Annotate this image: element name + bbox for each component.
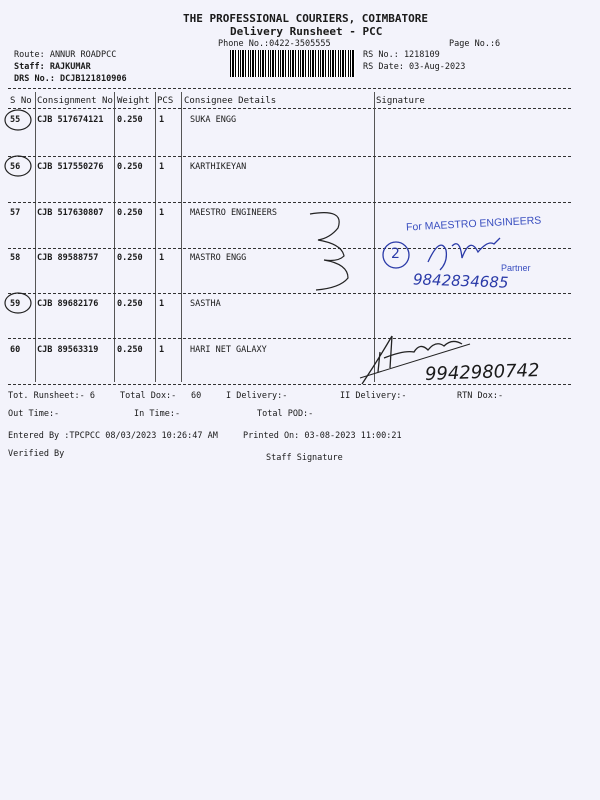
rtn-dox: RTN Dox:-: [457, 391, 504, 401]
circle-mark: [5, 110, 31, 130]
row-consignee: KARTHIKEYAN: [190, 162, 247, 172]
tot-runsheet: Tot. Runsheet:- 6: [8, 391, 95, 401]
row-consignment: CJB 89682176: [37, 299, 99, 309]
route: Route: ANNUR ROADPCC: [14, 50, 117, 60]
col-sno: S No: [10, 96, 32, 106]
phone-number: Phone No.:0422-3505555: [218, 39, 331, 49]
col-consignee: Consignee Details: [184, 96, 277, 106]
row-sno: 55: [10, 115, 21, 125]
row-consignee: HARI NET GALAXY: [190, 345, 267, 355]
row-pcs: 1: [159, 115, 165, 125]
row-weight: 0.250: [117, 345, 143, 355]
stamp-role: Partner: [501, 263, 531, 273]
runsheet-subtitle: Delivery Runsheet - PCC: [230, 25, 383, 38]
row-pcs: 1: [159, 162, 165, 172]
col-signature: Signature: [376, 96, 425, 106]
row-sno: 60: [10, 345, 21, 355]
col-consignment: Consignment No: [37, 96, 113, 106]
total-pod: Total POD:-: [257, 409, 314, 419]
col-weight: Weight: [117, 96, 150, 106]
row-sno: 56: [10, 162, 21, 172]
total-dox-label: Total Dox:-: [120, 391, 177, 401]
page-number: Page No.:6: [449, 39, 501, 49]
printed-on: Printed On: 03-08-2023 11:00:21: [243, 431, 402, 441]
entered-by: Entered By :TPCPCC 08/03/2023 10:26:47 AM: [8, 431, 218, 441]
row-consignee: MASTRO ENGG: [190, 253, 247, 263]
rs-date: RS Date: 03-Aug-2023: [363, 62, 466, 72]
row-sno: 57: [10, 208, 21, 218]
row-consignment: CJB 517550276: [37, 162, 104, 172]
col-pcs: PCS: [157, 96, 174, 106]
verified-by: Verified By: [8, 449, 65, 459]
row-pcs: 1: [159, 345, 165, 355]
stamp-company: For MAESTRO ENGINEERS: [405, 214, 542, 234]
row-consignee: SASTHA: [190, 299, 221, 309]
circle-mark: [5, 156, 31, 176]
bracket-mark: [310, 213, 348, 290]
staff: Staff: RAJKUMAR: [14, 62, 91, 72]
in-time: In Time:-: [134, 409, 181, 419]
company-title: THE PROFESSIONAL COURIERS, COIMBATORE: [183, 12, 429, 25]
handwritten-phone: 9942980742: [424, 360, 540, 385]
row-weight: 0.250: [117, 162, 143, 172]
i-delivery: I Delivery:-: [226, 391, 288, 401]
out-time: Out Time:-: [8, 409, 60, 419]
row-weight: 0.250: [117, 115, 143, 125]
row-consignment: CJB 89588757: [37, 253, 99, 263]
row-pcs: 1: [159, 253, 165, 263]
row-pcs: 1: [159, 299, 165, 309]
row-weight: 0.250: [117, 208, 143, 218]
staff-signature: Staff Signature: [266, 453, 343, 463]
row-weight: 0.250: [117, 253, 143, 263]
row-sno: 58: [10, 253, 21, 263]
rs-number: RS No.: 1218109: [363, 50, 440, 60]
drs-number: DRS No.: DCJB121810906: [14, 74, 127, 84]
circled-number: 2: [391, 246, 400, 262]
row-weight: 0.250: [117, 299, 143, 309]
row-consignment: CJB 89563319: [37, 345, 99, 355]
row-pcs: 1: [159, 208, 165, 218]
ii-delivery: II Delivery:-: [340, 391, 407, 401]
handwritten-phone: 9842834685: [412, 270, 509, 292]
row-consignment: CJB 517630807: [37, 208, 104, 218]
row-consignee: SUKA ENGG: [190, 115, 237, 125]
row-sno: 59: [10, 299, 21, 309]
signature-mark: [428, 238, 500, 270]
row-consignee: MAESTRO ENGINEERS: [190, 208, 277, 218]
circle-mark: [5, 293, 31, 313]
total-dox-value: 60: [191, 391, 202, 401]
row-consignment: CJB 517674121: [37, 115, 104, 125]
